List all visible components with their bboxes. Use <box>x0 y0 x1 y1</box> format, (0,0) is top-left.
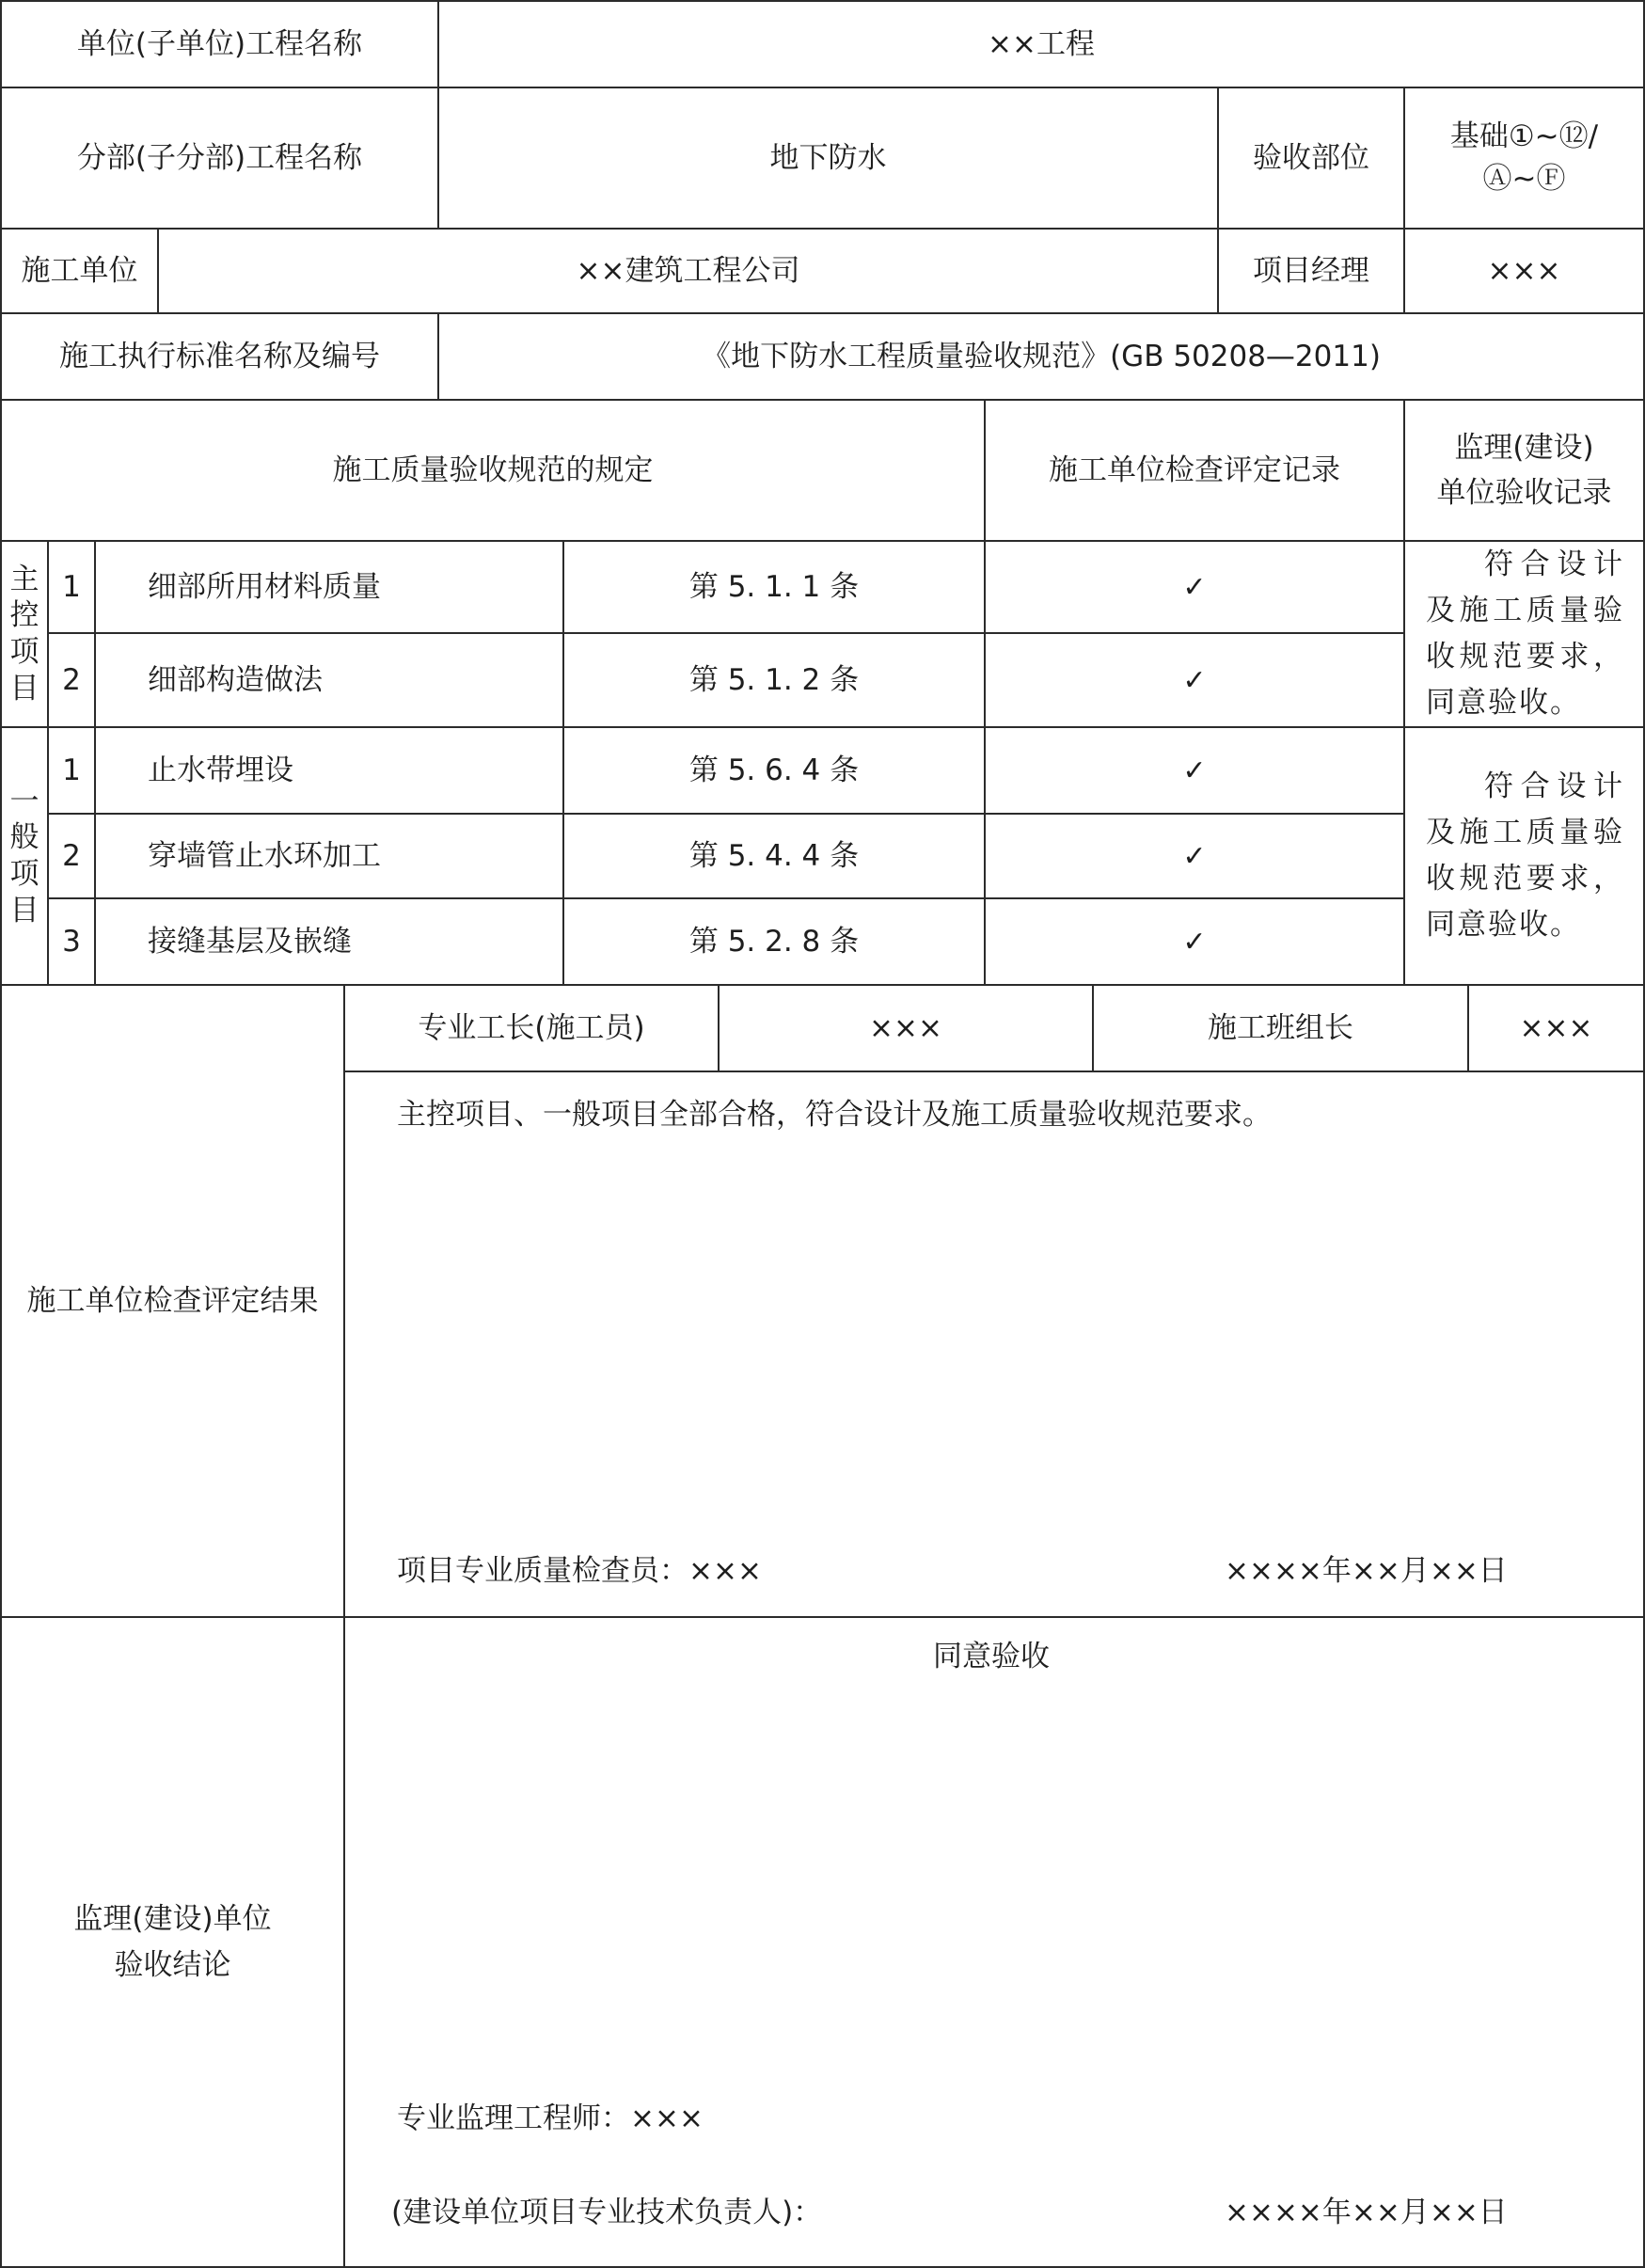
supervision-header-line1: 监理(建设) <box>1454 430 1594 465</box>
general-char: 目 <box>9 893 40 928</box>
sub-project-value: 地下防水 <box>437 87 1219 230</box>
construction-unit-label: 施工单位 <box>0 228 159 314</box>
item-name: 穿墙管止水环加工 <box>94 813 564 899</box>
item-no: 3 <box>47 897 96 986</box>
supervision-engineer: 专业监理工程师：××× <box>397 2101 704 2135</box>
general-supervision-text: 符合设计及施工质量验收规范要求，同意验收。 <box>1426 769 1624 942</box>
item-record: ✓ <box>984 813 1405 899</box>
general-char: 项 <box>9 857 40 891</box>
general-supervision-cell <box>1403 726 1645 986</box>
owner-representative: (建设单位项目专业技术负责人)： <box>391 2196 823 2229</box>
supervision-label-line2: 验收结论 <box>114 1947 231 1982</box>
record-column-header: 施工单位检查评定记录 <box>984 399 1405 542</box>
main-control-char: 项 <box>9 635 40 669</box>
item-no: 2 <box>47 813 96 899</box>
supervision-header-line2: 单位验收记录 <box>1436 476 1612 510</box>
standard-value: 《地下防水工程质量验收规范》(GB 50208—2011) <box>437 312 1645 401</box>
item-name: 接缝基层及嵌缝 <box>94 897 564 986</box>
acceptance-part-line1: 基础①~⑫/ <box>1449 119 1599 154</box>
spec-column-header: 施工质量验收规范的规定 <box>0 399 986 542</box>
item-no: 1 <box>47 540 96 634</box>
acceptance-part-label: 验收部位 <box>1217 87 1405 230</box>
supervision-conclusion-label <box>0 1616 345 2268</box>
item-clause: 第 5. 1. 1 条 <box>562 540 986 634</box>
main-control-supervision-text: 符合设计及施工质量验收规范要求，同意验收。 <box>1426 547 1624 720</box>
construction-unit-value: ××建筑工程公司 <box>157 228 1219 314</box>
main-control-char: 主 <box>9 562 40 596</box>
general-group-label <box>0 726 49 986</box>
item-clause: 第 5. 2. 8 条 <box>562 897 986 986</box>
item-clause: 第 5. 1. 2 条 <box>562 632 986 728</box>
supervision-date: ××××年××月××日 <box>1225 2196 1508 2229</box>
item-clause: 第 5. 6. 4 条 <box>562 726 986 815</box>
item-clause: 第 5. 4. 4 条 <box>562 813 986 899</box>
unit-project-label: 单位(子单位)工程名称 <box>0 0 439 88</box>
general-char: 般 <box>9 820 40 855</box>
item-record: ✓ <box>984 540 1405 634</box>
self-check-label: 施工单位检查评定结果 <box>0 984 345 1618</box>
foreman-label: 专业工长(施工员) <box>343 984 720 1072</box>
self-check-date: ××××年××月××日 <box>1225 1554 1508 1588</box>
supervision-label-line1: 监理(建设)单位 <box>73 1902 272 1937</box>
item-record: ✓ <box>984 726 1405 815</box>
supervision-column-header <box>1403 399 1645 542</box>
item-no: 1 <box>47 726 96 815</box>
team-leader-value: ××× <box>1467 984 1645 1072</box>
main-control-group-label <box>0 540 49 728</box>
supervision-result-cell <box>343 1616 1645 2268</box>
team-leader-label: 施工班组长 <box>1092 984 1469 1072</box>
general-char: 一 <box>9 784 40 818</box>
foreman-value: ××× <box>718 984 1094 1072</box>
quality-inspector: 项目专业质量检查员：××× <box>397 1554 762 1588</box>
self-check-result-cell <box>343 1071 1645 1618</box>
item-name: 止水带埋设 <box>94 726 564 815</box>
project-manager-label: 项目经理 <box>1217 228 1405 314</box>
acceptance-part-value <box>1403 87 1645 230</box>
item-record: ✓ <box>984 632 1405 728</box>
item-name: 细部构造做法 <box>94 632 564 728</box>
item-no: 2 <box>47 632 96 728</box>
main-control-char: 目 <box>9 671 40 706</box>
main-control-char: 控 <box>9 598 40 633</box>
item-record: ✓ <box>984 897 1405 986</box>
unit-project-value: ××工程 <box>437 0 1645 88</box>
supervision-conclusion: 同意验收 <box>933 1640 1050 1673</box>
sub-project-label: 分部(子分部)工程名称 <box>0 87 439 230</box>
project-manager-value: ××× <box>1403 228 1645 314</box>
standard-label: 施工执行标准名称及编号 <box>0 312 439 401</box>
main-control-supervision-cell <box>1403 540 1645 728</box>
self-check-conclusion: 主控项目、一般项目全部合格，符合设计及施工质量验收规范要求。 <box>397 1098 1272 1132</box>
acceptance-part-line2: Ⓐ~Ⓕ <box>1482 162 1566 196</box>
item-name: 细部所用材料质量 <box>94 540 564 634</box>
